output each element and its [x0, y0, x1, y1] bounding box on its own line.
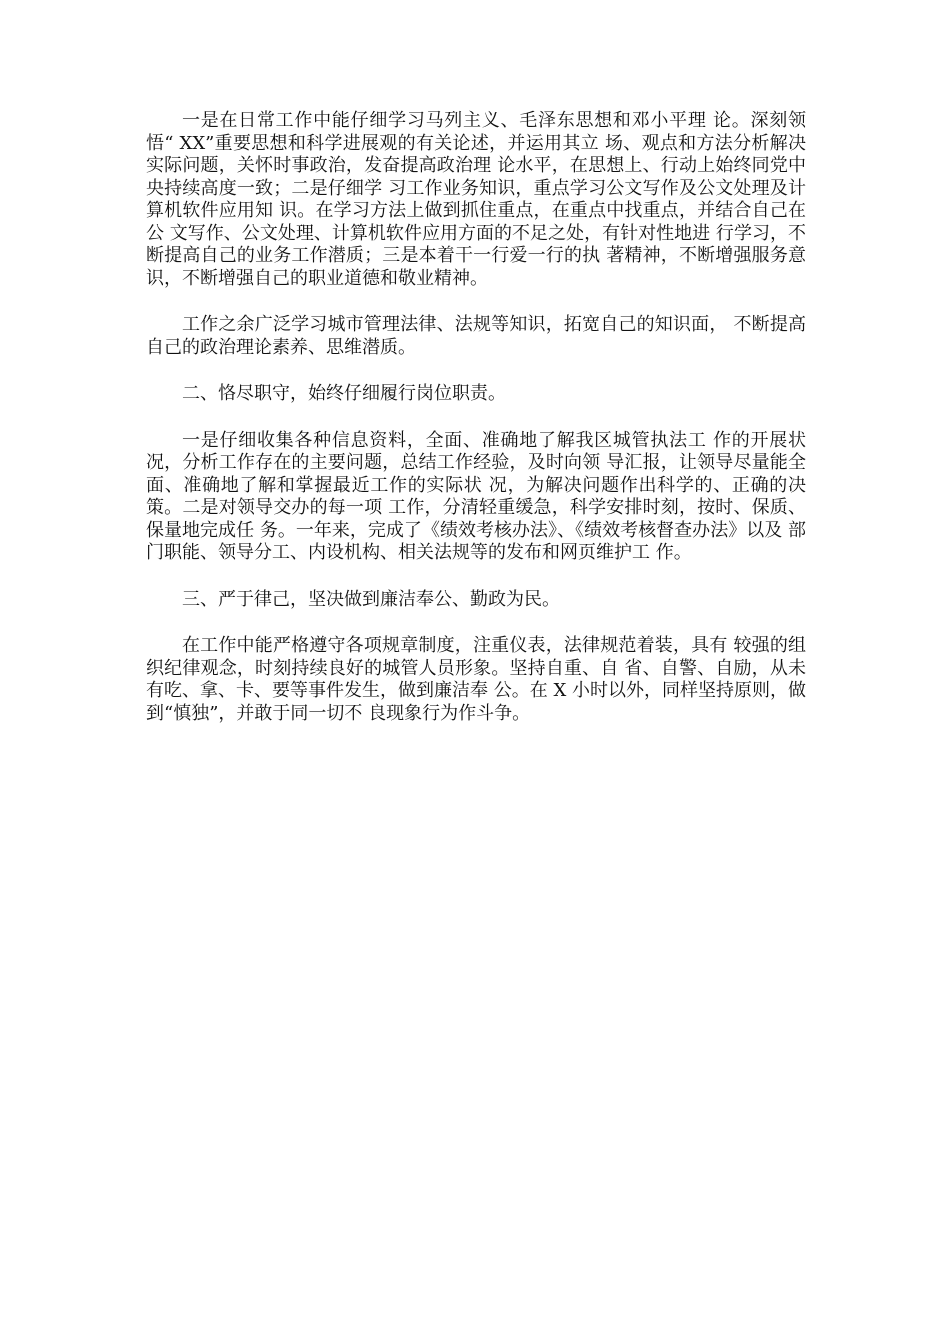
- section-heading-discipline: 三、严于律己，坚决做到廉洁奉公、勤政为民。: [182, 588, 560, 610]
- section-heading-duty: 二、恪尽职守，始终仔细履行岗位职责。: [182, 383, 506, 404]
- paragraph-duty: 一是仔细收集各种信息资料，全面、准确地了解我区城管执法工 作的开展状况，分析工作存在的主要问题，总结工作经验，及时向领 导汇报，让领导尽量能全面、准确地了解和掌握最近工作的实际状 况，为解决问题作出科学的、正确的决策。二是对领导交办的每一项 工作，分清轻重缓急，科学安排时刻，按时、保质、保量地完成任 务。一年来，完成了《绩效考核办法》、《绩效考核督查办法》以及 部门职能、领导分工、内设机构、相关法规等的发布和网页维护工 作。: [146, 429, 806, 563]
- paragraph-discipline: 在工作中能严格遵守各项规章制度，注重仪表，法律规范着装，具有 较强的组织纪律观念，时刻持续良好的城管人员形象。坚持自重、自 省、自警、自励，从未有吃、拿、卡、要等事件发生，做到廉洁奉 公。在 X 小时以外，同样坚持原则，做到“慎独”，并敢于同一切不 良现象行为作斗争。: [146, 635, 806, 724]
- paragraph-study: 一是在日常工作中能仔细学习马列主义、毛泽东思想和邓小平理 论。深刻领悟“ XX”重要思想和科学进展观的有关论述，并运用其立 场、观点和方法分析解决实际问题，关怀时事政治，发奋提高政治理 论水平，在思想上、行动上始终同党中央持续高度一致；二是仔细学 习工作业务知识，重点学习公文写作及公文处理及计算机软件应用知 识。在学习方法上做到抓住重点，在重点中找重点，并结合自己在公 文写作、公文处理、计算机软件应用方面的不足之处，有针对性地进 行学习，不断提高自己的业务工作潜质；三是本着干一行爱一行的执 著精神，不断增强服务意识，不断增强自己的职业道德和敬业精神。: [146, 110, 806, 289]
- document-body: [146, 110, 806, 749]
- paragraph-knowledge: 工作之余广泛学习城市管理法律、法规等知识，拓宽自己的知识面， 不断提高自己的政治理论素养、思维潜质。: [146, 314, 806, 358]
